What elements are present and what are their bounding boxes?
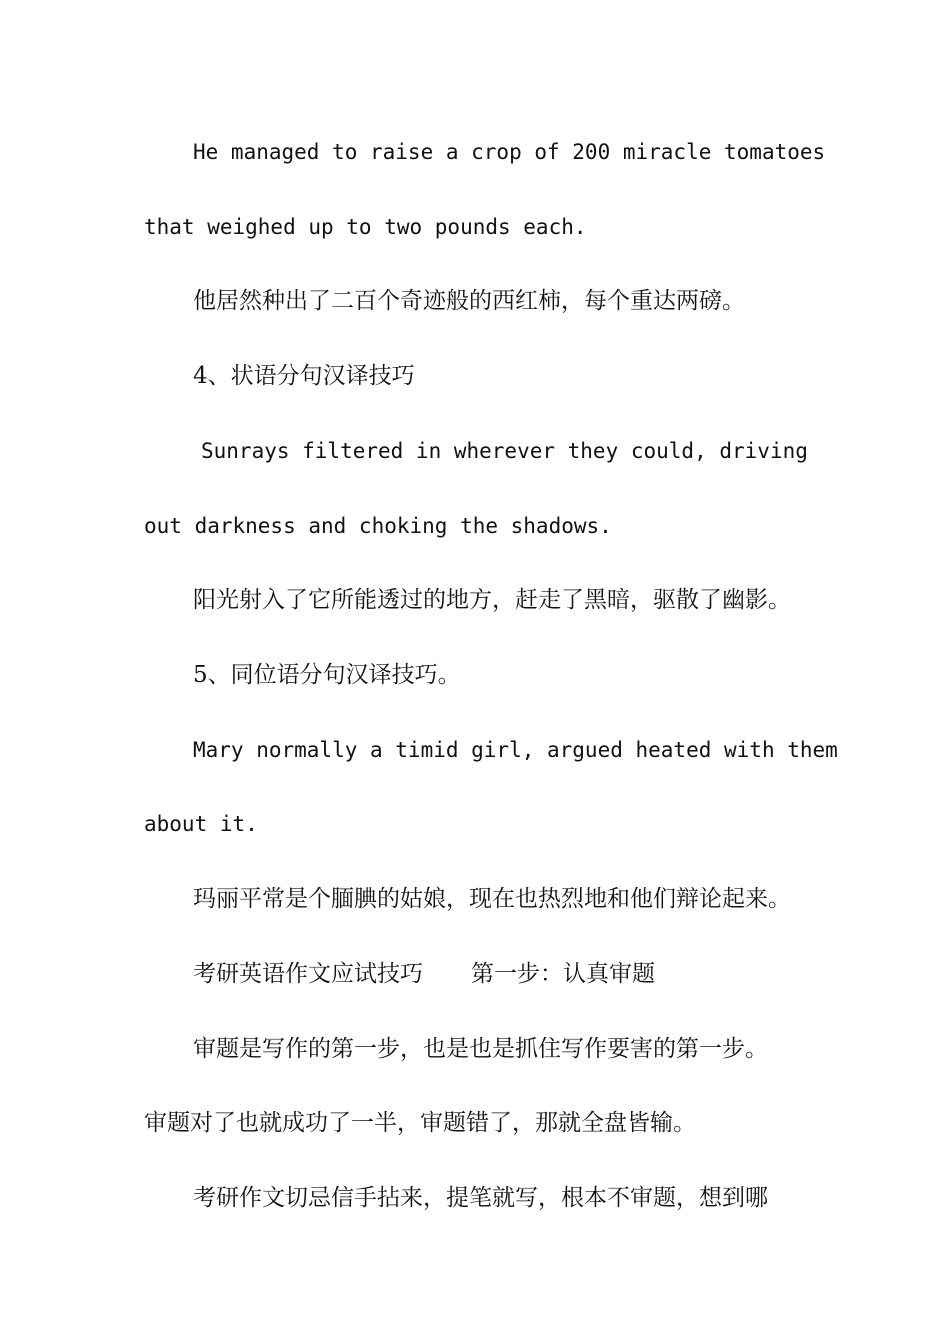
section-heading: 4、状语分句汉译技巧 [193,363,415,389]
paragraph-line: 审题对了也就成功了一半，审题错了，那就全盘皆输。 [144,1110,696,1136]
section-heading: 5、同位语分句汉译技巧。 [193,662,461,688]
step-heading: 第一步：认真审题 [471,961,655,987]
paragraph-line: Mary normally a timid girl, argued heated with them [193,738,838,762]
paragraph-line: 审题是写作的第一步，也是也是抓住写作要害的第一步。 [193,1036,768,1062]
paragraph-line: 他居然种出了二百个奇迹般的西红柿，每个重达两磅。 [193,288,745,314]
heading-line [193,959,806,989]
paragraph-line: He managed to raise a crop of 200 miracle tomatoes [193,140,826,164]
paragraph-line: about it. [144,812,258,836]
paragraph-line: 阳光射入了它所能透过的地方，赶走了黑暗，驱散了幽影。 [193,587,791,613]
paragraph-line: out darkness and choking the shadows. [144,514,612,538]
article-title: 考研英语作文应试技巧 [193,961,423,987]
paragraph-line: Sunrays filtered in wherever they could, driving [201,439,808,463]
paragraph-line: 考研作文切忌信手拈来，提笔就写，根本不审题，想到哪 [193,1185,768,1211]
paragraph-line: 玛丽平常是个腼腆的姑娘，现在也热烈地和他们辩论起来。 [193,886,791,912]
paragraph-line: that weighed up to two pounds each. [144,215,587,239]
